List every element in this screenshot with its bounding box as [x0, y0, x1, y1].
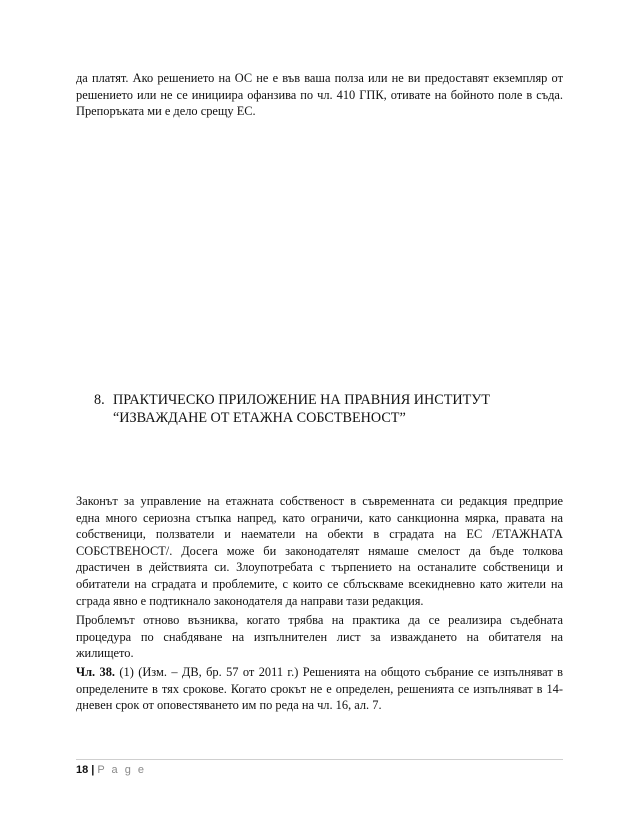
text-line: процедура по снабдяване на изпълнителен лист за изваждането на обитателя на — [76, 629, 563, 644]
page-word: P a g e — [97, 764, 146, 776]
text-line: една много сериозна стъпка напред, като ограничи, като санкционна мярка, правата на — [76, 510, 563, 525]
text-line: решението или не се инициира офанзива по чл. 410 ГПК, отивате на бойното поле в съда. — [76, 87, 563, 102]
text-line: Препоръката ми е дело срещу ЕС. — [76, 104, 256, 119]
page-footer — [76, 764, 146, 776]
text-line: обитатели на сградата и проблемите, с които се сблъскваме всекидневно като жители на — [76, 576, 563, 591]
paragraph-problem — [76, 612, 563, 662]
text-line: да платят. Ако решението на ОС не е във ваша полза или не ви предоставят екземпляр от — [76, 71, 563, 85]
paragraph-law-overview — [76, 493, 563, 609]
article-text: (1) (Изм. – ДВ, бр. 57 от 2011 г.) Решенията на общото събрание се изпълняват в — [115, 665, 563, 679]
paragraph-article-38 — [76, 664, 563, 714]
section-title — [113, 391, 490, 427]
text-line — [76, 664, 563, 681]
page-number: 18 — [76, 764, 89, 776]
text-line: СОБСТВЕНОСТ/. Досега може би законодателят нямаше смелост да бъде толкова — [76, 543, 563, 558]
section-title-line-2: “ИЗВАЖДАНЕ ОТ ЕТАЖНА СОБСТВЕНОСТ” — [113, 410, 406, 426]
text-line: жилището. — [76, 646, 134, 661]
text-line: дневен срок от оповестяването им по реда на чл. 16, ал. 7. — [76, 698, 382, 713]
footer-divider — [76, 759, 563, 760]
text-line: сграда явно е подтикнало законодателя да направи тази редакция. — [76, 593, 424, 608]
footer-separator: | — [91, 764, 95, 776]
text-line: драстичен в действията си. Злоупотребата с търпението на останалите собственици и — [76, 560, 563, 575]
text-line: Законът за управление на етажната собственост в съвременната си редакция предприе — [76, 494, 563, 508]
section-number: 8. — [94, 392, 105, 408]
paragraph-continuation — [76, 70, 563, 120]
text-line: Проблемът отново възниква, когато трябва на практика да се реализира съдебната — [76, 613, 563, 627]
article-label: Чл. 38. — [76, 665, 116, 679]
text-line: определените в тях срокове. Когато срокът не е определен, решенията се изпълняват в 14- — [76, 681, 563, 696]
text-line: собственици, ползватели и наематели на обекти в сградата на ЕС /ЕТАЖНАТА — [76, 527, 563, 542]
section-title-line-1: ПРАКТИЧЕСКО ПРИЛОЖЕНИЕ НА ПРАВНИЯ ИНСТИТУТ — [113, 392, 490, 408]
